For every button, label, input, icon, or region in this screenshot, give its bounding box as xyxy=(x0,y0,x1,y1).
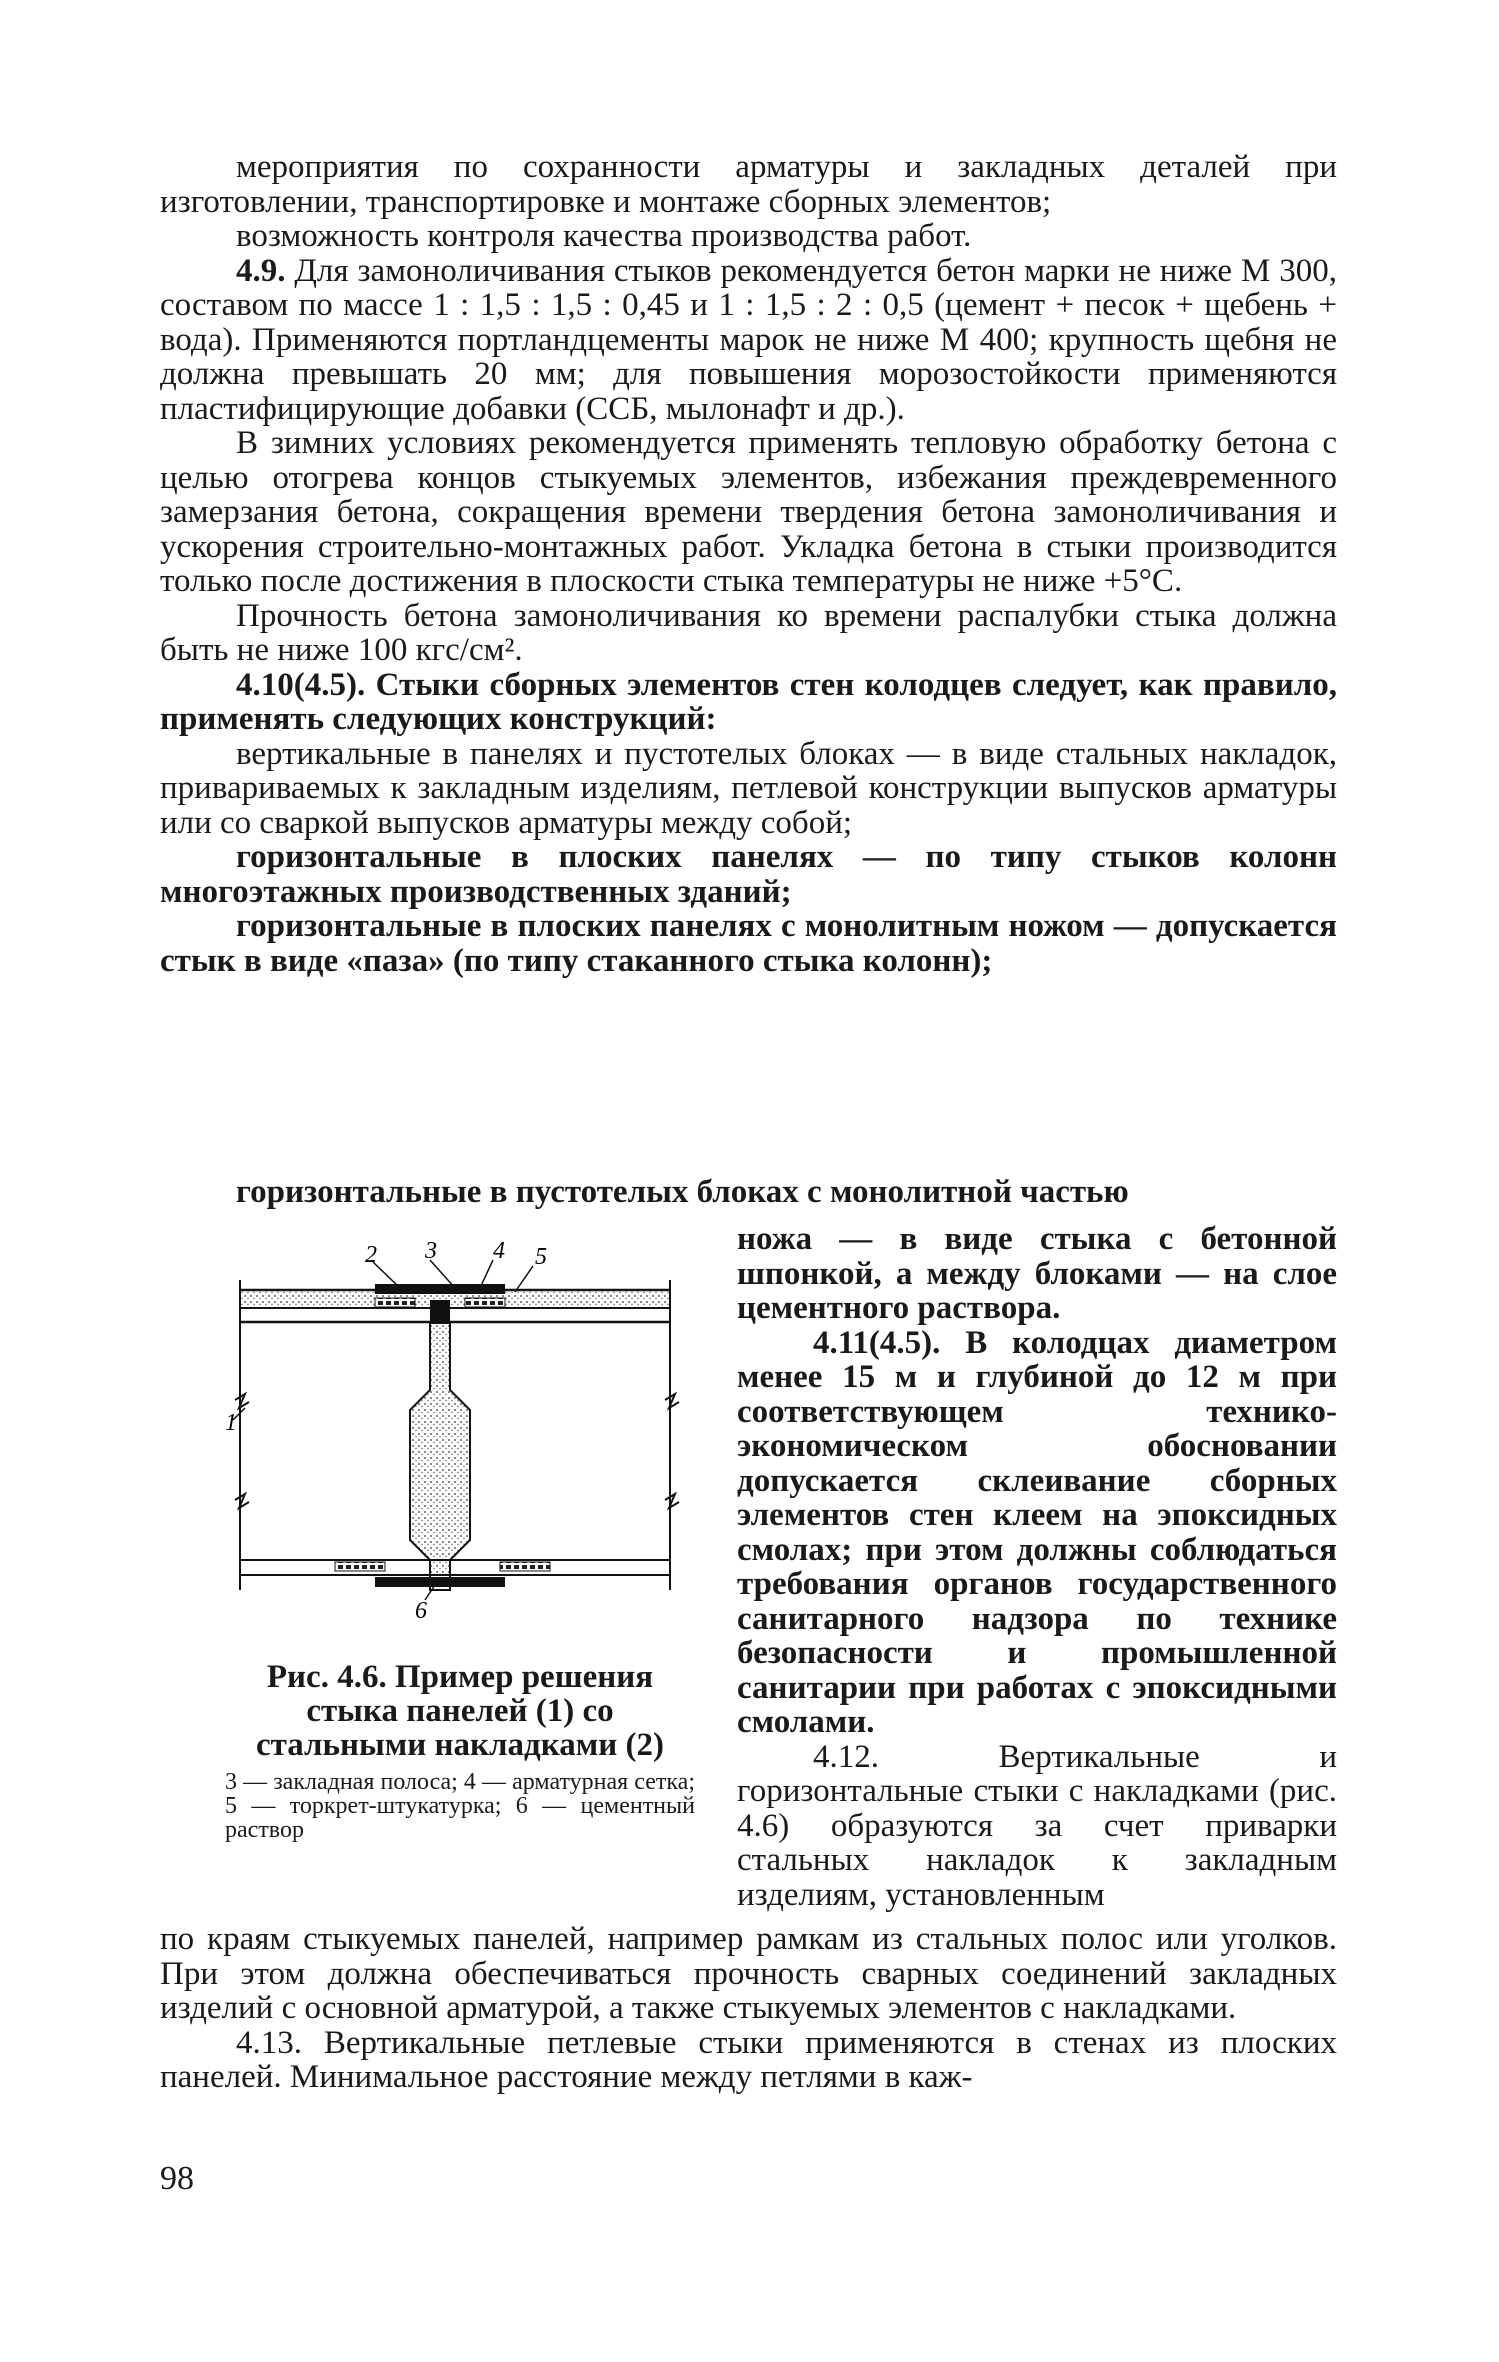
top-paragraph: горизонтальные в плоских панелях — по типу стыков колонн многоэтажных производственных зданий; xyxy=(160,839,1337,910)
caption-legend: 3 — закладная полоса; 4 — арматурная сетка; 5 — торкрет-штукатурка; 6 — цементный раствор xyxy=(225,1769,695,1843)
text-section-right-column xyxy=(737,1222,1337,1912)
right-paragraph: 4.11(4.5). В колодцах диаметром менее 15 м и глубиной до 12 м при соответствующем технико-экономическом обосновании допускается склеивание сборных элементов стен клеем на эпоксидных смолах; при этом должны соблюдаться требования органов государственного санитарного надзора по технике безопасности и промышленной санитарии при работах с эпоксидными смолами. xyxy=(737,1324,1337,1740)
label-4: 4 xyxy=(493,1240,505,1264)
bottom-paragraph: по краям стыкуемых панелей, например рамкам из стальных полос или уголков. При этом должна обеспечиваться прочность сварных соединений закладных изделий с основной арматурой, а также стыкуемых элементов с накладками. xyxy=(160,1921,1337,2026)
top-paragraph: мероприятия по сохранности арматуры и закладных деталей при изготовлении, транспортировке и монтаже сборных элементов; xyxy=(160,149,1337,220)
paragraph-text: Для замоноличивания стыков рекомендуется бетон марки не ниже М 300, составом по массе 1 : 1,5 : 1,5 : 0,45 и 1 : 1,5 : 2 : 0,5 (цемент + песок + щебень + вода). Применяются портландцементы марок не ниже М 400; крупность щебня не должна превышать 20 мм; для повышения морозостойкости применяются пластифицирующие добавки (ССБ, мылонафт и др.). xyxy=(160,252,1337,427)
text-section-bottom xyxy=(160,1922,1337,2095)
bottom-paragraph: 4.13. Вертикальные петлевые стыки применяются в стенах из плоских панелей. Минимальное расстояние между петлями в каж- xyxy=(160,2024,1337,2095)
top-paragraph: возможность контроля качества производства работ. xyxy=(236,218,972,254)
paragraph-horizontal-hollow: горизонтальные в пустотелых блоках с монолитной частью xyxy=(236,1174,1129,1210)
steel-overlay-top xyxy=(375,1284,505,1294)
top-paragraph: В зимних условиях рекомендуется применять тепловую обработку бетона с целью отогрева концов стыкуемых элементов, избежания преждевременного замерзания бетона, сокращения времени твердения бетона замоноличивания и ускорения строительно-монтажных работ. Укладка бетона в стыки производится только после достижения в плоскости стыка температуры не ниже +5°С. xyxy=(160,425,1337,599)
caption-title: Рис. 4.6. Пример решения стыка панелей (1) со стальными накладками (2) xyxy=(255,1659,664,1763)
joint-diagram-svg xyxy=(225,1240,685,1620)
right-paragraph: 4.12. Вертикальные и горизонтальные стыки с накладками (рис. 4.6) образуются за счет приварки стальных накладок к закладным изделиям, установленным xyxy=(737,1738,1337,1913)
steel-overlay-bottom xyxy=(375,1577,505,1587)
label-2: 2 xyxy=(365,1242,377,1268)
section-number: 4.9. xyxy=(236,252,286,289)
top-paragraph: Прочность бетона замоноличивания ко времени распалубки стыка должна быть не ниже 100 кгс/см². xyxy=(160,597,1337,668)
text-section-top xyxy=(160,150,1337,978)
top-paragraph xyxy=(160,254,1337,427)
top-paragraph: 4.10(4.5). Стыки сборных элементов стен колодцев следует, как правило, применять следующих конструкций: xyxy=(160,666,1337,737)
right-paragraph: ножа — в виде стыка с бетонной шпонкой, а между блоками — на слое цементного раствора. xyxy=(737,1221,1337,1326)
label-5: 5 xyxy=(535,1244,547,1270)
top-paragraph: горизонтальные в плоских панелях с монолитным ножом — допускается стык в виде «паза» (по типу стаканного стыка колонн); xyxy=(160,908,1337,979)
figure-caption xyxy=(225,1660,695,1842)
mortar-joint xyxy=(410,1322,470,1590)
text-line-full xyxy=(160,1175,1337,1210)
label-6: 6 xyxy=(415,1598,427,1620)
figure-joint-diagram xyxy=(225,1240,685,1620)
top-paragraph: вертикальные в панелях и пустотелых блоках — в виде стальных накладок, привариваемых к закладным изделиям, петлевой конструкции выпусков арматуры или со сваркой выпусков арматуры между собой; xyxy=(160,735,1337,841)
label-3: 3 xyxy=(425,1240,437,1264)
label-1: 1 xyxy=(225,1410,237,1436)
page-number: 98 xyxy=(160,2160,194,2197)
